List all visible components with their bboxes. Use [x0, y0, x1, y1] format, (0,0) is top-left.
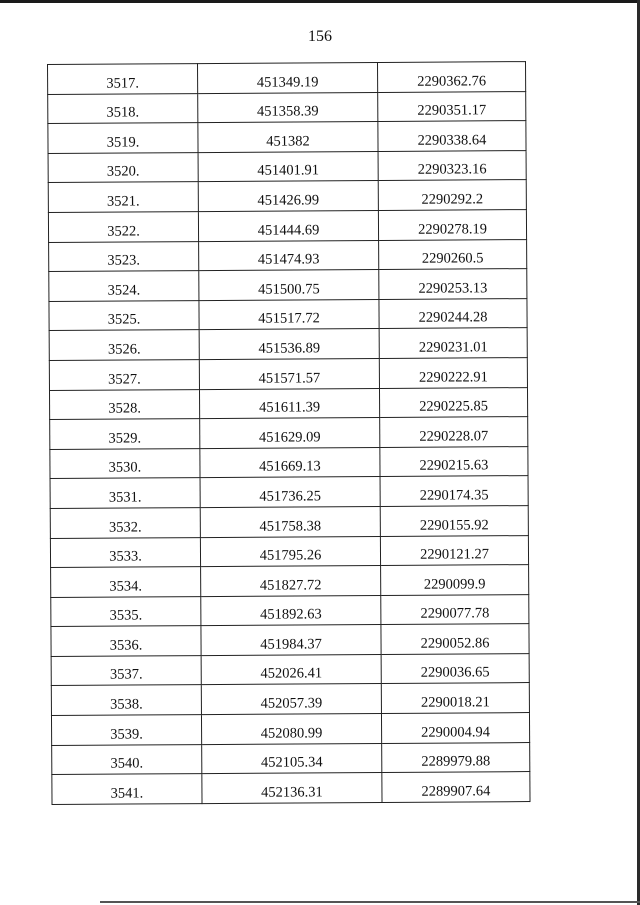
table-row — [52, 742, 530, 775]
table-row — [50, 476, 528, 509]
y-coordinate-cell: 2290077.78 — [381, 594, 529, 624]
x-coordinate-cell: 451474.93 — [199, 240, 379, 271]
table-row — [49, 387, 527, 420]
x-coordinate-cell: 452057.39 — [201, 684, 381, 715]
x-coordinate-cell: 451827.72 — [201, 566, 381, 597]
point-number-cell: 3538. — [51, 685, 201, 716]
x-coordinate-cell: 451795.26 — [200, 536, 380, 567]
y-coordinate-cell: 2290228.07 — [380, 417, 528, 447]
point-number-cell: 3539. — [51, 715, 201, 746]
table-row — [48, 210, 526, 243]
table-row — [50, 446, 528, 479]
x-coordinate-cell: 451571.57 — [199, 358, 379, 389]
table-row — [50, 417, 528, 450]
x-coordinate-cell: 452136.31 — [202, 773, 382, 804]
point-number-cell: 3529. — [50, 419, 200, 450]
point-number-cell: 3528. — [49, 389, 199, 420]
x-coordinate-cell: 452026.41 — [201, 654, 381, 685]
table-row — [48, 121, 526, 154]
x-coordinate-cell: 451401.91 — [198, 151, 378, 182]
table-row — [50, 535, 528, 568]
table-row — [51, 653, 529, 686]
table-row — [52, 772, 530, 805]
x-coordinate-cell: 451736.25 — [200, 477, 380, 508]
point-number-cell: 3526. — [49, 330, 199, 361]
y-coordinate-cell: 2290225.85 — [379, 387, 527, 417]
table-body — [48, 62, 531, 805]
point-number-cell: 3532. — [50, 507, 200, 538]
y-coordinate-cell: 2290099.9 — [381, 565, 529, 595]
x-coordinate-cell: 451444.69 — [198, 210, 378, 241]
x-coordinate-cell: 451517.72 — [199, 299, 379, 330]
point-number-cell: 3519. — [48, 123, 198, 154]
y-coordinate-cell: 2290362.76 — [377, 62, 525, 92]
scan-edge-bottom — [100, 901, 640, 903]
y-coordinate-cell: 2290052.86 — [381, 624, 529, 654]
y-coordinate-cell: 2290004.94 — [381, 713, 529, 743]
x-coordinate-cell: 451629.09 — [200, 418, 380, 449]
y-coordinate-cell: 2290253.13 — [379, 269, 527, 299]
y-coordinate-cell: 2290244.28 — [379, 298, 527, 328]
point-number-cell: 3540. — [52, 744, 202, 775]
y-coordinate-cell: 2290036.65 — [381, 653, 529, 683]
coordinates-table — [47, 61, 531, 805]
y-coordinate-cell: 2290338.64 — [378, 121, 526, 151]
point-number-cell: 3522. — [48, 212, 198, 243]
x-coordinate-cell: 451536.89 — [199, 329, 379, 360]
y-coordinate-cell: 2289907.64 — [382, 772, 530, 802]
point-number-cell: 3535. — [51, 596, 201, 627]
point-number-cell: 3520. — [48, 152, 198, 183]
table-row — [49, 328, 527, 361]
x-coordinate-cell: 451758.38 — [200, 506, 380, 537]
y-coordinate-cell: 2290215.63 — [380, 446, 528, 476]
x-coordinate-cell: 451358.39 — [198, 92, 378, 123]
y-coordinate-cell: 2290260.5 — [379, 239, 527, 269]
point-number-cell: 3517. — [48, 64, 198, 95]
y-coordinate-cell: 2290174.35 — [380, 476, 528, 506]
table-row — [48, 91, 526, 124]
y-coordinate-cell: 2290292.2 — [378, 180, 526, 210]
point-number-cell: 3527. — [49, 360, 199, 391]
y-coordinate-cell: 2290018.21 — [381, 683, 529, 713]
table-row — [51, 594, 529, 627]
x-coordinate-cell: 451349.19 — [198, 62, 378, 93]
x-coordinate-cell: 451669.13 — [200, 447, 380, 478]
point-number-cell: 3531. — [50, 478, 200, 509]
y-coordinate-cell: 2290278.19 — [378, 210, 526, 240]
point-number-cell: 3523. — [49, 241, 199, 272]
x-coordinate-cell: 452080.99 — [201, 714, 381, 745]
x-coordinate-cell: 451611.39 — [199, 388, 379, 419]
x-coordinate-cell: 451500.75 — [199, 270, 379, 301]
y-coordinate-cell: 2290121.27 — [380, 535, 528, 565]
table-row — [48, 150, 526, 183]
table-row — [50, 505, 528, 538]
x-coordinate-cell: 451382 — [198, 122, 378, 153]
point-number-cell: 3524. — [49, 271, 199, 302]
x-coordinate-cell: 451984.37 — [201, 625, 381, 656]
table-row — [48, 180, 526, 213]
point-number-cell: 3518. — [48, 93, 198, 124]
x-coordinate-cell: 452105.34 — [202, 743, 382, 774]
point-number-cell: 3521. — [48, 182, 198, 213]
y-coordinate-cell: 2290351.17 — [378, 91, 526, 121]
point-number-cell: 3541. — [52, 774, 202, 805]
table-row — [51, 683, 529, 716]
x-coordinate-cell: 451892.63 — [201, 595, 381, 626]
point-number-cell: 3534. — [51, 567, 201, 598]
table-row — [48, 62, 526, 95]
point-number-cell: 3525. — [49, 300, 199, 331]
y-coordinate-cell: 2290231.01 — [379, 328, 527, 358]
table-row — [49, 298, 527, 331]
point-number-cell: 3533. — [50, 537, 200, 568]
y-coordinate-cell: 2290155.92 — [380, 505, 528, 535]
table-row — [51, 565, 529, 598]
page-number: 156 — [308, 28, 332, 45]
y-coordinate-cell: 2290323.16 — [378, 150, 526, 180]
table-row — [49, 239, 527, 272]
table-row — [49, 358, 527, 391]
y-coordinate-cell: 2290222.91 — [379, 358, 527, 388]
table-row — [51, 624, 529, 657]
point-number-cell: 3537. — [51, 655, 201, 686]
table-row — [51, 713, 529, 746]
table-row — [49, 269, 527, 302]
point-number-cell: 3536. — [51, 626, 201, 657]
scan-edge-top — [0, 0, 640, 3]
point-number-cell: 3530. — [50, 448, 200, 479]
y-coordinate-cell: 2289979.88 — [382, 742, 530, 772]
x-coordinate-cell: 451426.99 — [198, 181, 378, 212]
